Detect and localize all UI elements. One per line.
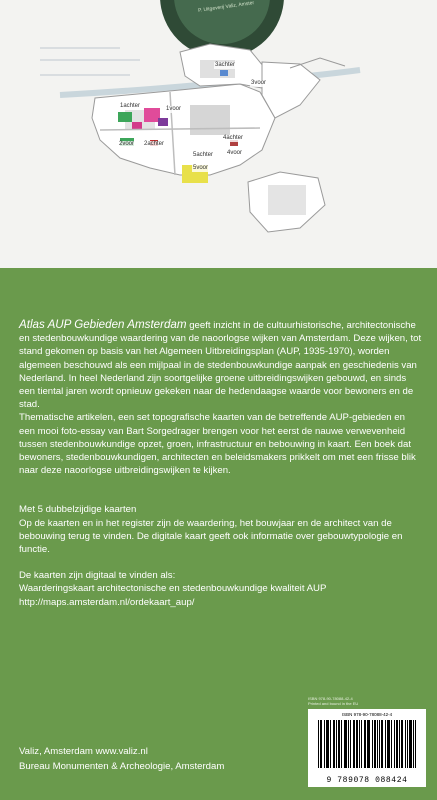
district-label: 4achter [223, 135, 244, 141]
barcode-bar [399, 720, 400, 768]
barcode-bar [348, 720, 349, 768]
small-print-line: Printed and bound in the EU [308, 701, 359, 706]
barcode-bar [388, 720, 389, 768]
barcode-digits: 9 789078 088424 [326, 776, 408, 785]
district-label: 3voor [251, 80, 267, 86]
spacer [19, 490, 423, 503]
second-paragraph: Thematische artikelen, een set topografische kaarten van de betreffende AUP-gebieden en een mooi foto-essay van Bart Sorgedrager brengen voor het eerst de nauwe verwevenheid tussen stedenbouwkundige opzet, groen, infrastructuur en bebouwing in kaart. Een boek dat bewoners, stedenbouwkundigen, architecten en beleidsmakers prikkelt om met een frisse blik naar deze naoorlogse uitbreidingswijken te kijken. [19, 412, 416, 477]
barcode-bar [374, 720, 375, 768]
barcode-bar [320, 720, 321, 768]
barcode-bar [411, 720, 412, 768]
barcode-bar [354, 720, 355, 768]
barcode-bar [372, 720, 373, 768]
district-label: 3achter [215, 62, 236, 68]
barcode-bar [361, 720, 362, 768]
barcode-bar [375, 720, 376, 768]
book-title: Atlas AUP Gebieden Amsterdam [19, 318, 187, 331]
barcode-bar [391, 720, 392, 768]
map-panel [0, 0, 437, 268]
barcode-bar [324, 720, 325, 768]
district-label: 5achter [193, 152, 214, 158]
barcode-bar [405, 720, 406, 768]
district-label: 1achter [120, 103, 141, 109]
cover-text [19, 318, 423, 609]
barcode-bar [364, 720, 365, 768]
barcode-bar [381, 720, 382, 768]
digital-url: http://maps.amsterdam.nl/ordekaart_aup/ [19, 596, 195, 608]
barcode-bar [389, 720, 390, 768]
barcode-bar [333, 720, 334, 768]
barcode-bar [409, 720, 410, 768]
barcode-bar [318, 720, 319, 768]
barcode-bar [338, 720, 339, 768]
amsterdam-map [0, 0, 437, 268]
intro-paragraph [19, 318, 423, 411]
barcode-bar [321, 720, 322, 768]
barcode-bar [415, 720, 416, 768]
barcode-bar [368, 720, 369, 768]
publisher-line: Bureau Monumenten & Archeologie, Amsterdam [19, 761, 225, 772]
barcode-bar [379, 720, 380, 768]
barcode-bar [339, 720, 340, 768]
maps-heading: Met 5 dubbelzijdige kaarten [19, 504, 137, 516]
barcode-bar [396, 720, 397, 768]
spine-text: P. Uitgeverij Valiz, Amster [197, 0, 255, 14]
barcode-bar [397, 720, 398, 768]
barcode-bar [328, 720, 329, 768]
district-label: 2achter [144, 141, 165, 147]
barcode-bar [345, 720, 346, 768]
intro-text: geeft inzicht in de cultuurhistorische, architectonische en stedenbouwkundige waardering van de naoorlogse wijken van Amsterdam. Deze wijken, tot stand gekomen op basis van het Algemeen Uitbreidingsplan (AUP, 1935-1970), worden algemeen beschouwd als een mijlpaal in de stedenbouwkundige aanpak en geschiedenis van Nederland. In heel Nederland zijn soortgelijke groene uitbreidingswijken gebouwd, en sinds een tiental jaren wordt opnieuw gekeken naar de hedendaagse waarde voor bewoners en de stad. [19, 320, 422, 411]
digital-line: Waarderingskaart architectonische en stedenbouwkundige kwaliteit AUP [19, 583, 327, 595]
barcode-bar [334, 720, 335, 768]
publisher-line: Valiz, Amsterdam www.valiz.nl [19, 746, 148, 757]
barcode [308, 709, 426, 787]
barcode-bar [356, 720, 357, 768]
district-label: 1voor [166, 106, 182, 112]
barcode-bar [377, 720, 378, 768]
barcode-bar [336, 720, 337, 768]
barcode-bar [326, 720, 327, 768]
district-label: 2voor [119, 141, 135, 147]
barcode-bar [353, 720, 354, 768]
barcode-bar [367, 720, 368, 768]
barcode-bar [346, 720, 347, 768]
barcode-bar [394, 720, 395, 768]
barcode-bar [387, 720, 388, 768]
barcode-bar [402, 720, 403, 768]
barcode-bar [369, 720, 370, 768]
barcode-bar [357, 720, 358, 768]
district-label: 5voor [193, 165, 209, 171]
barcode-bars [318, 720, 416, 768]
barcode-bar [359, 720, 360, 768]
barcode-bar [341, 720, 342, 768]
barcode-small-print [308, 696, 426, 706]
barcode-bar [382, 720, 383, 768]
barcode-bar [407, 720, 408, 768]
barcode-bar [327, 720, 328, 768]
publishers [19, 744, 299, 774]
barcode-bar [413, 720, 414, 768]
maps-text: Op de kaarten en in het register zijn de waardering, het bouwjaar en de architect van de bebouwing terug te vinden. De digitale kaart geeft ook informatie over gebouwtypologie en functie. [19, 517, 403, 556]
barcode-bar [410, 720, 411, 768]
digital-line: De kaarten zijn digitaal te vinden als: [19, 570, 176, 582]
barcode-isbn: ISBN 978-90-78088-42-4 [341, 712, 393, 717]
barcode-bar [385, 720, 386, 768]
barcode-area [308, 696, 426, 792]
spacer [19, 477, 423, 490]
barcode-bar [330, 720, 331, 768]
barcode-bar [350, 720, 351, 768]
small-print-line: ISBN 978-90-78088-42-4 [308, 696, 353, 701]
barcode-bar [401, 720, 402, 768]
district-label: 4voor [227, 150, 243, 156]
spacer [19, 556, 423, 569]
barcode-bar [344, 720, 345, 768]
barcode-bar [365, 720, 366, 768]
